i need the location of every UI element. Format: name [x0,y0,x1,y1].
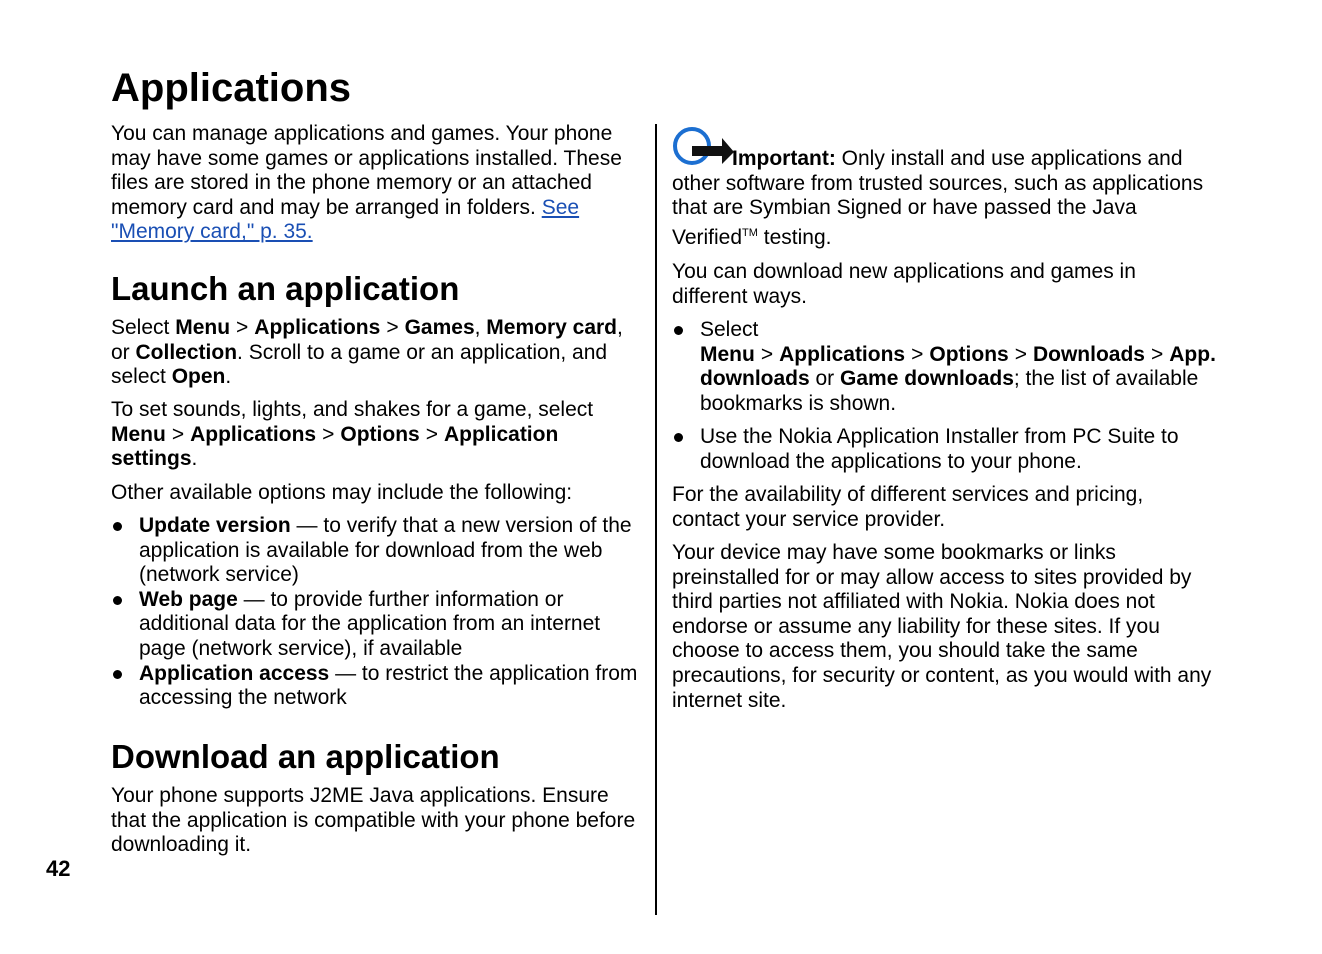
bullet-icon [113,522,122,531]
download-heading: Download an application [111,738,500,775]
download-ways-paragraph: You can download new applications and games in different ways. [672,260,1136,308]
column-divider [655,124,657,915]
important-note: Important: Only install and use applications and other software from trusted sources, such as applications that are Symbian Signed or have passed the Java Verified™ testing. [672,147,1204,249]
options-list [111,514,643,711]
launch-paragraph: Select Menu > Applications > Games, Memory card, or Collection. Scroll to a game or an application, and select Open. [111,316,623,389]
bullet-icon [674,433,683,442]
list-item: Use the Nokia Application Installer from PC Suite to download the applications to your phone. [672,425,1212,474]
page-title: Applications [111,66,352,110]
list-item: Web page — to provide further information or additional data for the application from an internet page (network service), if available [111,588,643,662]
download-paragraph: Your phone supports J2ME Java applications. Ensure that the application is compatible with your phone before downloading it. [111,784,636,857]
bullet-icon [113,596,122,605]
memory-card-link[interactable]: See "Memory card," p. 35. [111,195,580,244]
availability-paragraph: For the availability of different services and pricing, contact your service provider. [672,483,1144,531]
bullet-icon [113,670,122,679]
list-item: Update version — to verify that a new version of the application is available for download from the web (network service) [111,514,643,588]
disclaimer-paragraph: Your device may have some bookmarks or links preinstalled for or may allow access to sites provided by third parties not affiliated with Nokia. Nokia does not endorse or assume any liability for these sites. If you choose to access them, you should take the same precautions, for security or content, as you would with any internet site. [672,541,1212,712]
page-number: 42 [46,856,71,881]
launch-heading: Launch an application [111,270,460,307]
intro-paragraph: You can manage applications and games. Your phone may have some games or applications installed. These files are stored in the phone memory or an attached memory card and may be arranged in folders. See "Memory card," p. 35. [111,122,622,244]
settings-paragraph: To set sounds, lights, and shakes for a game, select Menu > Applications > Options > Application settings. [111,398,594,471]
list-item: Application access — to restrict the application from accessing the network [111,662,643,711]
bullet-icon [674,326,683,335]
download-methods-list [672,318,1216,484]
options-intro: Other available options may include the following: [111,481,573,504]
list-item: Select Menu > Applications > Options > Downloads > App. downloads or Game downloads; the list of available bookmarks is shown. [672,318,1212,416]
